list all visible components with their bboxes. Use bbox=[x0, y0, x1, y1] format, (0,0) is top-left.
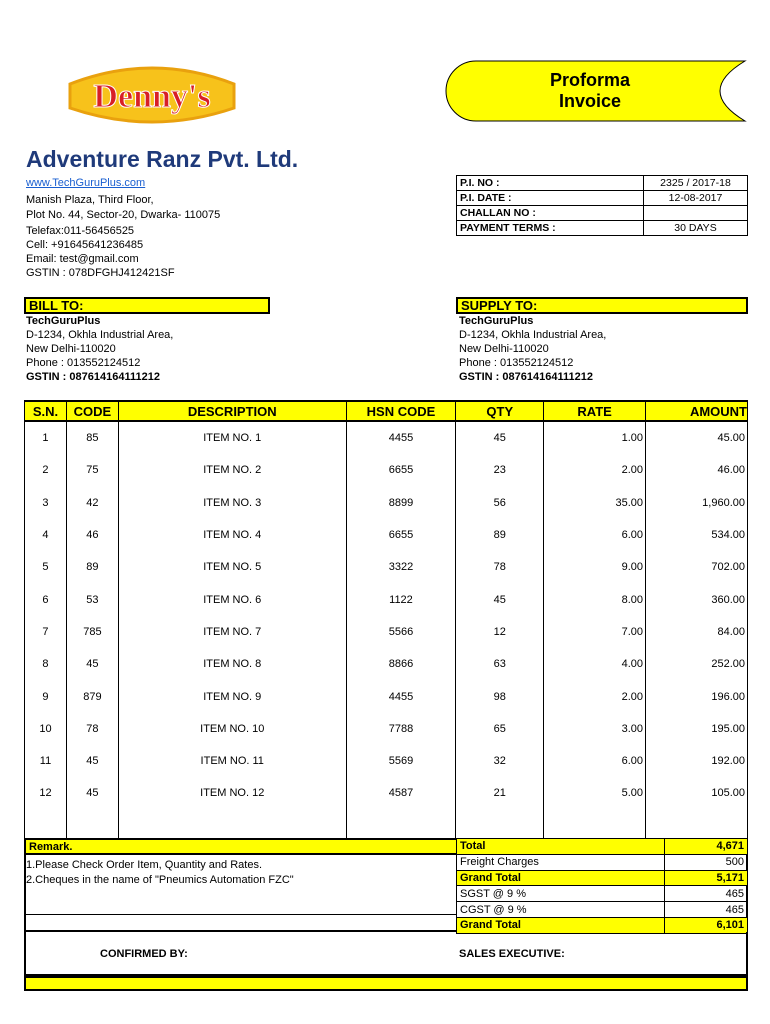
cell-hsn: 5569 bbox=[346, 745, 456, 777]
cell-description: ITEM NO. 8 bbox=[118, 648, 346, 680]
freight-label: Freight Charges bbox=[457, 854, 665, 870]
cell-sn: 4 bbox=[25, 519, 67, 551]
payment-terms-label: PAYMENT TERMS : bbox=[457, 221, 644, 236]
col-description: DESCRIPTION bbox=[118, 401, 346, 421]
supply-to-gstin: GSTIN : 087614164111212 bbox=[459, 371, 593, 383]
table-row bbox=[25, 680, 748, 712]
cell-rate: 5.00 bbox=[544, 777, 646, 809]
col-sn: S.N. bbox=[25, 401, 67, 421]
challan-value bbox=[644, 206, 748, 221]
table-row bbox=[25, 519, 748, 551]
cell-rate: 8.00 bbox=[544, 583, 646, 615]
bill-to-block bbox=[26, 314, 173, 384]
cell-qty: 65 bbox=[456, 713, 544, 745]
table-row bbox=[25, 648, 748, 680]
col-code: CODE bbox=[66, 401, 118, 421]
cell-rate: 9.00 bbox=[544, 551, 646, 583]
final-total-value: 6,101 bbox=[664, 917, 747, 933]
cell-qty: 63 bbox=[456, 648, 544, 680]
cell-rate: 6.00 bbox=[544, 519, 646, 551]
bill-to-line-2: New Delhi-110020 bbox=[26, 343, 116, 355]
cell-code: 879 bbox=[66, 680, 118, 712]
cell-rate: 2.00 bbox=[544, 680, 646, 712]
bill-to-phone: Phone : 013552124512 bbox=[26, 357, 141, 369]
cell-description: ITEM NO. 2 bbox=[118, 454, 346, 486]
supply-to-line-1: D-1234, Okhla Industrial Area, bbox=[459, 329, 607, 341]
cgst-value: 465 bbox=[664, 902, 747, 918]
cell-rate: 4.00 bbox=[544, 648, 646, 680]
cell-code: 45 bbox=[66, 745, 118, 777]
cell-description: ITEM NO. 5 bbox=[118, 551, 346, 583]
badge-line-2: Invoice bbox=[558, 91, 622, 111]
cell-description: ITEM NO. 6 bbox=[118, 583, 346, 615]
cell-hsn: 7788 bbox=[346, 713, 456, 745]
company-gstin: GSTIN : 078DFGHJ412421SF bbox=[26, 267, 175, 279]
total-value: 4,671 bbox=[664, 839, 747, 855]
payment-terms-value: 30 DAYS bbox=[644, 221, 748, 236]
final-total-label: Grand Total bbox=[457, 917, 665, 933]
pi-no-value: 2325 / 2017-18 bbox=[644, 176, 748, 191]
cell-code: 78 bbox=[66, 713, 118, 745]
cell-rate: 1.00 bbox=[544, 421, 646, 454]
cell-hsn: 3322 bbox=[346, 551, 456, 583]
sgst-label: SGST @ 9 % bbox=[457, 886, 665, 902]
cell-sn: 6 bbox=[25, 583, 67, 615]
cell-rate: 35.00 bbox=[544, 487, 646, 519]
sales-executive-label: SALES EXECUTIVE: bbox=[459, 948, 565, 960]
table-row bbox=[25, 777, 748, 809]
cell-sn: 10 bbox=[25, 713, 67, 745]
supply-to-header: SUPPLY TO: bbox=[456, 297, 748, 314]
items-table bbox=[24, 400, 748, 843]
remark-divider bbox=[24, 914, 456, 915]
cell-qty: 23 bbox=[456, 454, 544, 486]
cell-qty: 78 bbox=[456, 551, 544, 583]
cell-code: 45 bbox=[66, 648, 118, 680]
bill-to-line-1: D-1234, Okhla Industrial Area, bbox=[26, 329, 174, 341]
cell-amount: 192.00 bbox=[646, 745, 748, 777]
cell-sn: 11 bbox=[25, 745, 67, 777]
cell-hsn: 8899 bbox=[346, 487, 456, 519]
table-row bbox=[25, 745, 748, 777]
company-address-1: Manish Plaza, Third Floor, bbox=[26, 194, 154, 206]
cell-amount: 45.00 bbox=[646, 421, 748, 454]
sgst-value: 465 bbox=[664, 886, 747, 902]
cell-description: ITEM NO. 9 bbox=[118, 680, 346, 712]
cell-hsn: 5566 bbox=[346, 616, 456, 648]
cell-amount: 252.00 bbox=[646, 648, 748, 680]
cell-hsn: 1122 bbox=[346, 583, 456, 615]
logo-text: Denny's bbox=[93, 78, 211, 115]
cell-hsn: 8866 bbox=[346, 648, 456, 680]
cell-hsn: 4455 bbox=[346, 421, 456, 454]
cell-amount: 1,960.00 bbox=[646, 487, 748, 519]
supply-to-phone: Phone : 013552124512 bbox=[459, 357, 574, 369]
cell-rate: 2.00 bbox=[544, 454, 646, 486]
cell-code: 85 bbox=[66, 421, 118, 454]
bill-to-gstin: GSTIN : 087614164111212 bbox=[26, 371, 160, 383]
cell-sn: 3 bbox=[25, 487, 67, 519]
items-body bbox=[25, 421, 748, 842]
remark-block bbox=[26, 858, 294, 888]
cell-sn: 2 bbox=[25, 454, 67, 486]
cell-qty: 12 bbox=[456, 616, 544, 648]
cell-amount: 195.00 bbox=[646, 713, 748, 745]
company-telefax: Telefax:011-56456525 bbox=[26, 225, 135, 237]
cell-qty: 56 bbox=[456, 487, 544, 519]
table-row bbox=[25, 583, 748, 615]
cell-description: ITEM NO. 12 bbox=[118, 777, 346, 809]
badge-line-1: Proforma bbox=[549, 70, 630, 90]
pi-info-table bbox=[456, 175, 748, 236]
challan-label: CHALLAN NO : bbox=[457, 206, 644, 221]
total-label: Total bbox=[457, 839, 665, 855]
grand-total-value: 5,171 bbox=[664, 870, 747, 886]
cell-code: 42 bbox=[66, 487, 118, 519]
cell-code: 45 bbox=[66, 777, 118, 809]
cell-hsn: 4455 bbox=[346, 680, 456, 712]
company-website-link[interactable]: www.TechGuruPlus.com bbox=[26, 177, 146, 189]
cell-amount: 534.00 bbox=[646, 519, 748, 551]
table-row bbox=[25, 551, 748, 583]
cell-qty: 89 bbox=[456, 519, 544, 551]
cell-qty: 32 bbox=[456, 745, 544, 777]
cgst-label: CGST @ 9 % bbox=[457, 902, 665, 918]
cell-qty: 21 bbox=[456, 777, 544, 809]
remark-line-2: 2.Cheques in the name of "Pneumics Automation FZC" bbox=[26, 874, 294, 886]
cell-sn: 5 bbox=[25, 551, 67, 583]
cell-sn: 7 bbox=[25, 616, 67, 648]
cell-amount: 46.00 bbox=[646, 454, 748, 486]
col-amount: AMOUNT bbox=[646, 401, 748, 421]
supply-to-block bbox=[459, 314, 606, 384]
cell-rate: 6.00 bbox=[544, 745, 646, 777]
totals-table bbox=[456, 838, 748, 934]
supply-to-line-2: New Delhi-110020 bbox=[459, 343, 549, 355]
cell-rate: 7.00 bbox=[544, 616, 646, 648]
cell-description: ITEM NO. 11 bbox=[118, 745, 346, 777]
company-name: Adventure Ranz Pvt. Ltd. bbox=[26, 146, 299, 172]
proforma-badge bbox=[445, 60, 755, 122]
cell-sn: 8 bbox=[25, 648, 67, 680]
cell-sn: 9 bbox=[25, 680, 67, 712]
cell-amount: 196.00 bbox=[646, 680, 748, 712]
cell-qty: 98 bbox=[456, 680, 544, 712]
cell-hsn: 6655 bbox=[346, 519, 456, 551]
cell-description: ITEM NO. 1 bbox=[118, 421, 346, 454]
dennys-logo bbox=[62, 58, 242, 130]
table-row bbox=[25, 713, 748, 745]
table-row bbox=[25, 616, 748, 648]
cell-qty: 45 bbox=[456, 421, 544, 454]
confirmed-by-label: CONFIRMED BY: bbox=[100, 948, 188, 960]
table-row bbox=[25, 421, 748, 454]
col-hsn: HSN CODE bbox=[346, 401, 456, 421]
col-rate: RATE bbox=[544, 401, 646, 421]
pi-date-value: 12-08-2017 bbox=[644, 191, 748, 206]
cell-code: 89 bbox=[66, 551, 118, 583]
cell-description: ITEM NO. 4 bbox=[118, 519, 346, 551]
pi-date-label: P.I. DATE : bbox=[457, 191, 644, 206]
bill-to-header: BILL TO: bbox=[24, 297, 270, 314]
cell-description: ITEM NO. 3 bbox=[118, 487, 346, 519]
company-cell: Cell: +91645641236485 bbox=[26, 239, 144, 251]
table-row bbox=[25, 487, 748, 519]
cell-hsn: 4587 bbox=[346, 777, 456, 809]
grand-total-label: Grand Total bbox=[457, 870, 665, 886]
company-address-2: Plot No. 44, Sector-20, Dwarka- 110075 bbox=[26, 209, 221, 221]
cell-hsn: 6655 bbox=[346, 454, 456, 486]
pi-no-label: P.I. NO : bbox=[457, 176, 644, 191]
cell-code: 785 bbox=[66, 616, 118, 648]
cell-sn: 12 bbox=[25, 777, 67, 809]
bill-to-name: TechGuruPlus bbox=[26, 315, 101, 327]
cell-description: ITEM NO. 10 bbox=[118, 713, 346, 745]
cell-amount: 84.00 bbox=[646, 616, 748, 648]
cell-description: ITEM NO. 7 bbox=[118, 616, 346, 648]
cell-amount: 105.00 bbox=[646, 777, 748, 809]
table-row bbox=[25, 454, 748, 486]
cell-amount: 360.00 bbox=[646, 583, 748, 615]
supply-to-name: TechGuruPlus bbox=[459, 315, 534, 327]
company-email: Email: test@gmail.com bbox=[26, 253, 139, 265]
cell-code: 75 bbox=[66, 454, 118, 486]
freight-value: 500 bbox=[664, 854, 747, 870]
remark-header: Remark. bbox=[24, 838, 458, 855]
bottom-bar bbox=[24, 976, 748, 991]
cell-sn: 1 bbox=[25, 421, 67, 454]
cell-rate: 3.00 bbox=[544, 713, 646, 745]
remark-line-1: 1.Please Check Order Item, Quantity and Rates. bbox=[26, 859, 263, 871]
cell-code: 53 bbox=[66, 583, 118, 615]
cell-code: 46 bbox=[66, 519, 118, 551]
cell-amount: 702.00 bbox=[646, 551, 748, 583]
cell-qty: 45 bbox=[456, 583, 544, 615]
col-qty: QTY bbox=[456, 401, 544, 421]
